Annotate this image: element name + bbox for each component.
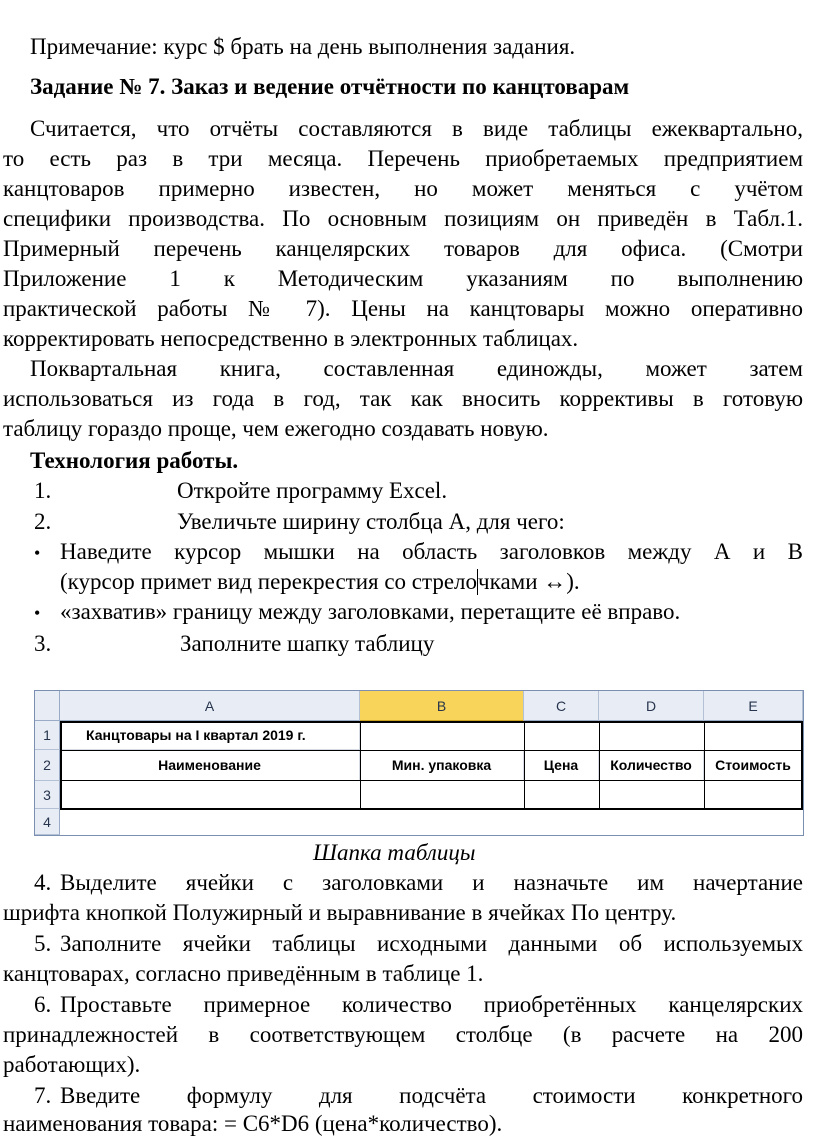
text-cursor-icon xyxy=(477,569,478,595)
column-header-d: D xyxy=(599,691,704,721)
header-cell-name: Наименование xyxy=(60,750,360,781)
step-text: канцтоварах, согласно приведённым в таблице 1. xyxy=(3,961,484,986)
column-header-a: A xyxy=(60,691,360,721)
note-line: Примечание: курс $ брать на день выполнения задания. xyxy=(30,34,576,59)
step-text: Откройте программу Excel. xyxy=(177,478,448,503)
step-text: работающих). xyxy=(3,1052,141,1077)
grid-line xyxy=(704,721,705,809)
text-line: Считается, что отчёты составляются в виде таблицы ежеквартально, xyxy=(30,116,803,141)
step-number: 1. xyxy=(34,478,52,503)
bullet-icon: • xyxy=(34,603,41,623)
row-header-1: 1 xyxy=(35,721,60,750)
task-title: Задание № 7. Заказ и ведение отчётности по канцтоварам xyxy=(30,74,630,99)
column-header-b: B xyxy=(360,691,524,721)
bullet-text: «захватив» границу между заголовками, перетащите её вправо. xyxy=(60,599,681,624)
grid-line xyxy=(60,780,803,781)
text-line: корректировать непосредственно в электронных таблицах. xyxy=(3,326,579,351)
step-number: 7. xyxy=(34,1083,52,1108)
text-line: то есть раз в три месяца. Перечень приобретаемых предприятием xyxy=(3,146,803,171)
step-text: Выделите ячейки с заголовками и назначьте им начертание xyxy=(60,870,803,895)
text-line: специфики производства. По основным позициям он приведён в Табл.1. xyxy=(3,206,803,231)
step-text: наименования товара: = C6*D6 (цена*количество). xyxy=(3,1111,503,1136)
step-text: принадлежностей в соответствующем столбце (в расчете на 200 xyxy=(3,1022,803,1047)
step-text: Заполните шапку таблицу xyxy=(180,631,435,656)
step-number: 6. xyxy=(34,992,52,1017)
step-text: шрифта кнопкой Полужирный и выравнивание в ячейках По центру. xyxy=(3,900,677,925)
tech-heading: Технология работы. xyxy=(30,448,239,473)
bullet-text: (курсор примет вид перекрестия со стрелочками ↔). xyxy=(60,569,580,594)
column-header-e: E xyxy=(704,691,803,721)
row-header-3: 3 xyxy=(35,781,60,809)
header-cell-min-pack: Мин. упаковка xyxy=(360,750,524,781)
step-text: Введите формулу для подсчёта стоимости конкретного xyxy=(60,1083,803,1108)
grid-line xyxy=(60,750,803,751)
text-line: Приложение 1 к Методическим указаниям по выполнению xyxy=(3,266,803,291)
header-cell-price: Цена xyxy=(524,750,599,781)
text-line: практической работы № 7). Цены на канцтовары можно оперативно xyxy=(3,296,803,321)
text-line: канцтоваров примерно известен, но может меняться с учётом xyxy=(3,176,803,201)
grid-line xyxy=(524,721,525,809)
grid-line xyxy=(599,721,600,809)
grid-line xyxy=(360,721,361,809)
spreadsheet-screenshot xyxy=(34,690,804,836)
step-text: Увеличьте ширину столбца А, для чего: xyxy=(177,509,565,534)
column-header-c: C xyxy=(524,691,599,721)
text-line: использоваться из года в год, так как вносить коррективы в готовую xyxy=(3,386,803,411)
text-line: таблицу гораздо проще, чем ежегодно создавать новую. xyxy=(3,416,549,441)
bullet-icon: • xyxy=(34,543,41,563)
text-line: Примерный перечень канцелярских товаров для офиса. (Смотри xyxy=(3,236,803,261)
select-all-corner xyxy=(35,691,60,721)
header-cell-cost: Стоимость xyxy=(704,750,803,781)
row-header-2: 2 xyxy=(35,750,60,781)
figure-caption: Шапка таблицы xyxy=(313,840,476,865)
step-text: Проставьте примерное количество приобретённых канцелярских xyxy=(60,992,803,1017)
header-cell-quantity: Количество xyxy=(599,750,704,781)
step-number: 5. xyxy=(34,931,52,956)
row-header-4: 4 xyxy=(35,809,60,835)
step-number: 3. xyxy=(34,631,52,656)
bullet-text: Наведите курсор мышки на область заголовков между А и В xyxy=(60,539,803,564)
step-number: 4. xyxy=(34,870,52,895)
step-text: Заполните ячейки таблицы исходными данными об используемых xyxy=(60,931,803,956)
step-number: 2. xyxy=(34,509,52,534)
cell-a1: Канцтовары на I квартал 2019 г. xyxy=(60,721,360,750)
text-line: Поквартальная книга, составленная единожды, может затем xyxy=(30,356,803,381)
